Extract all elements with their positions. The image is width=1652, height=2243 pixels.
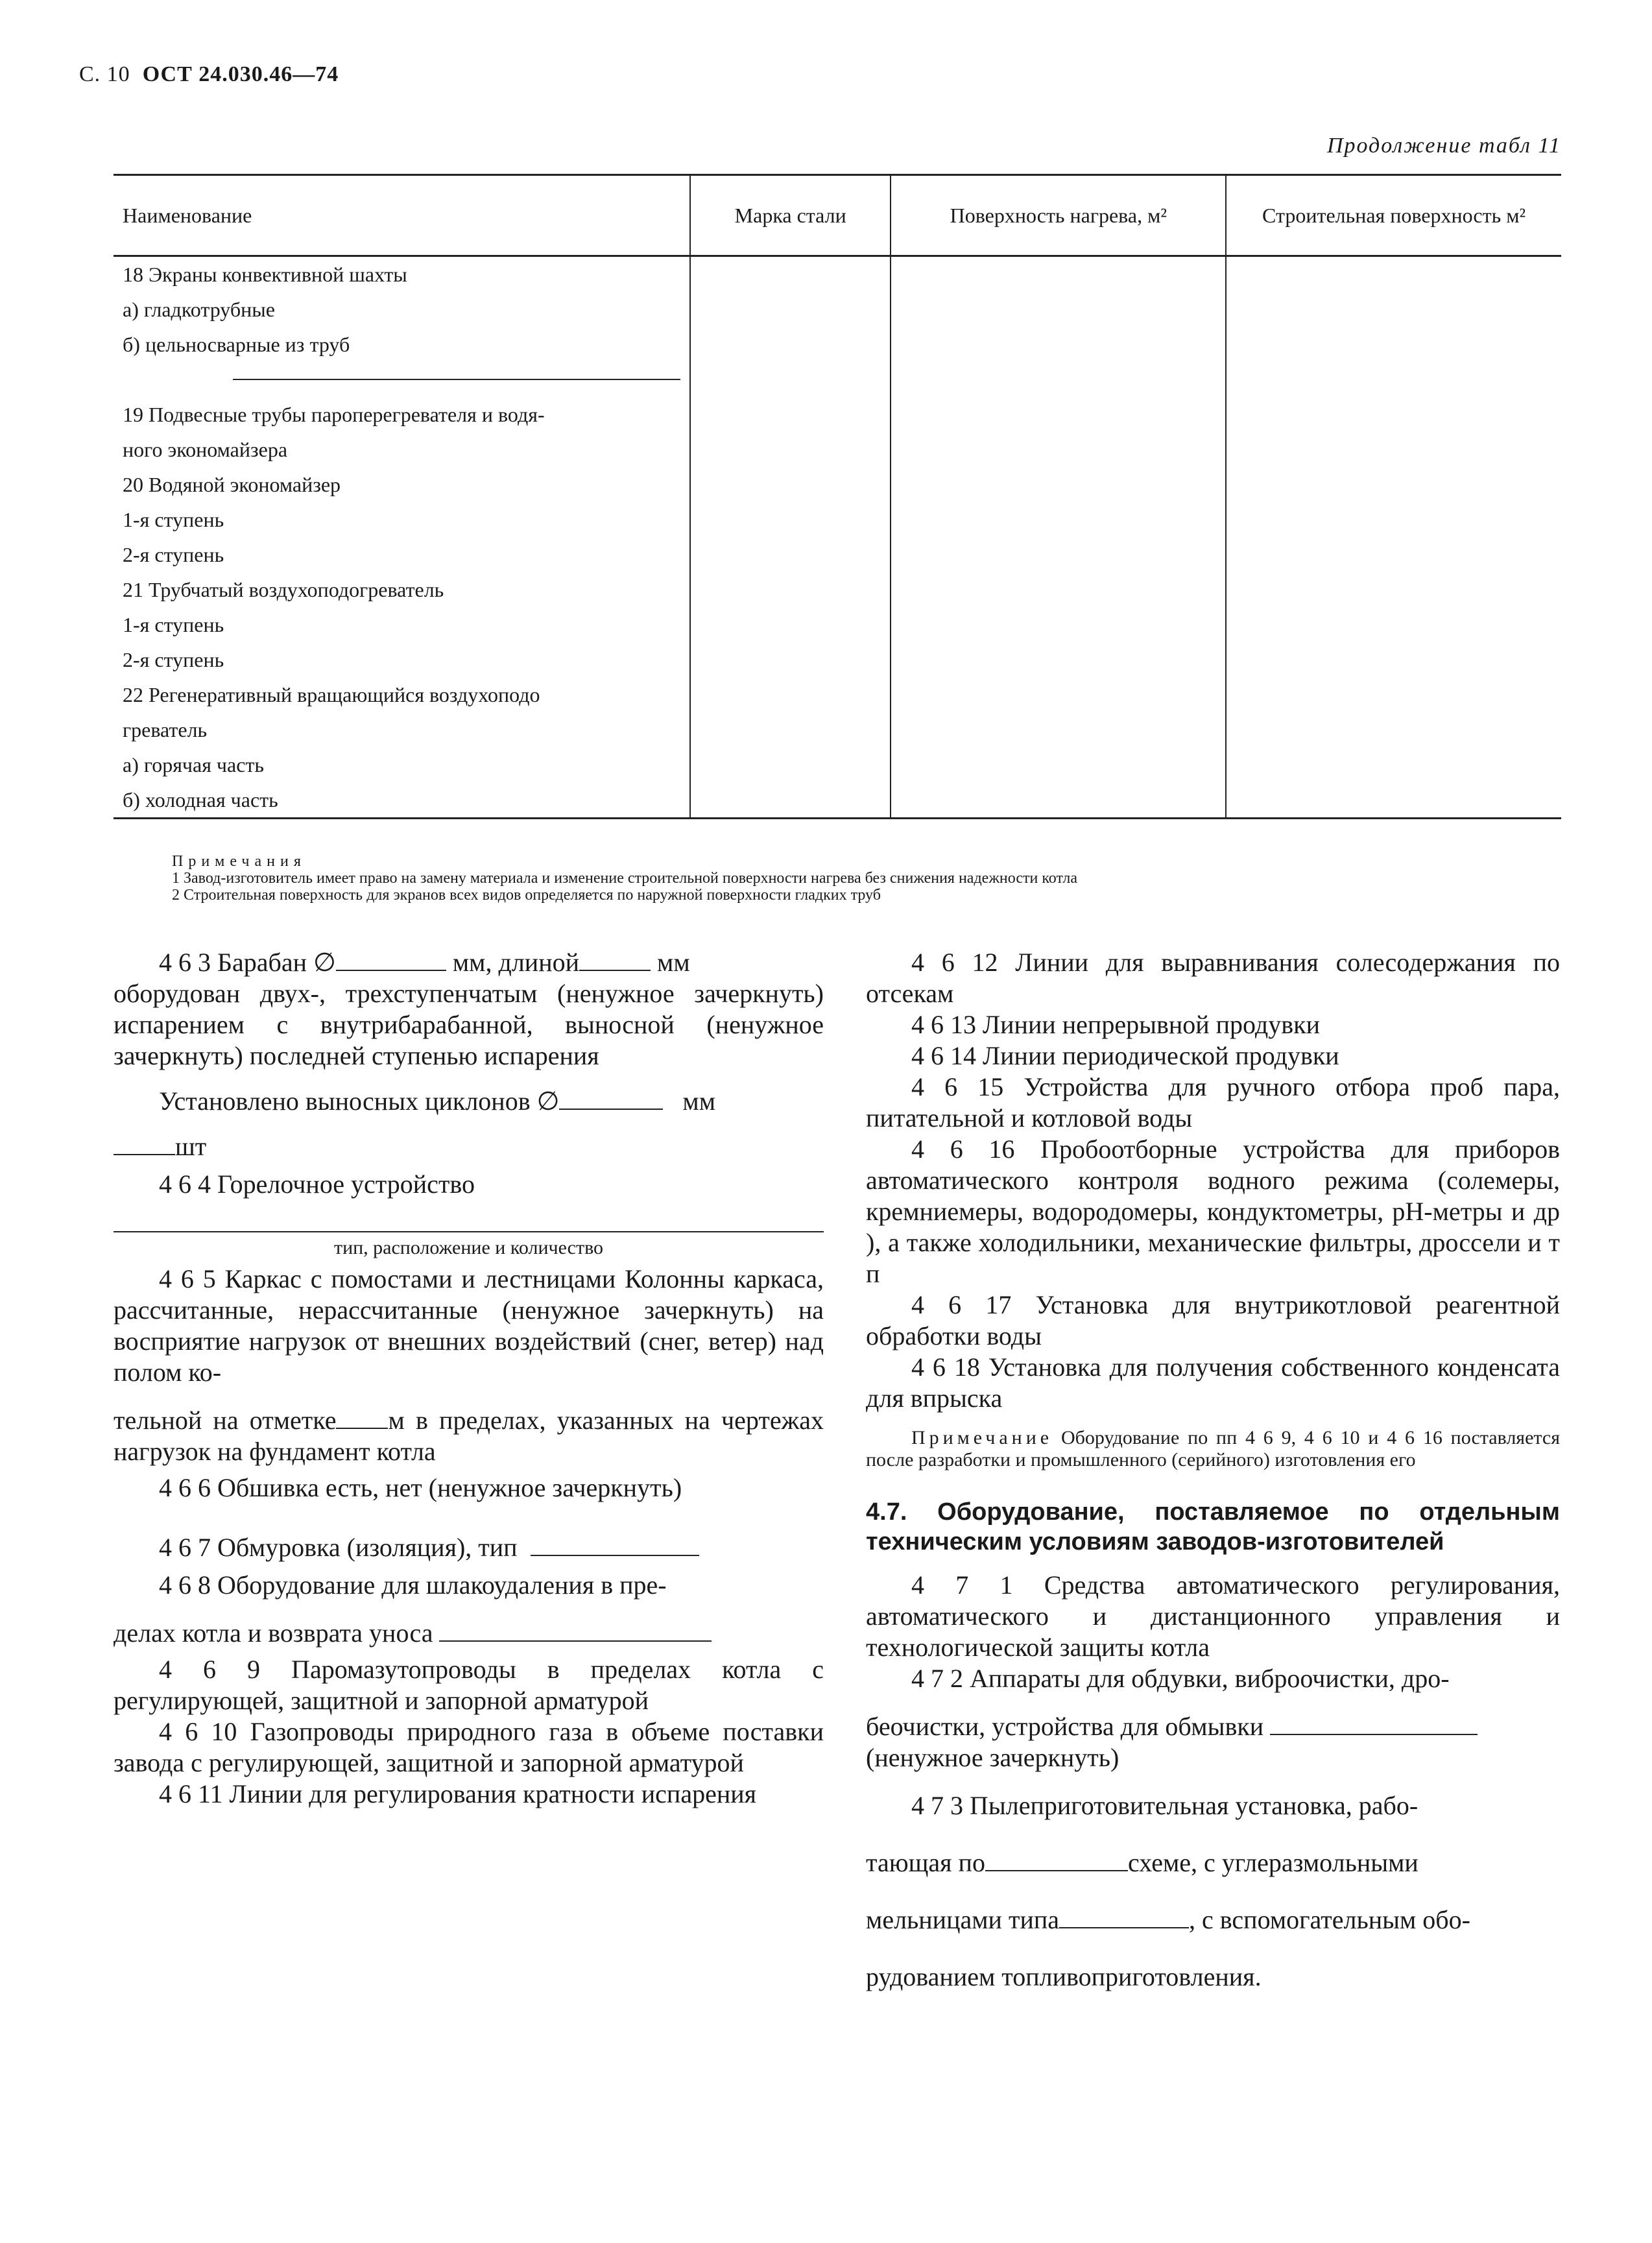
para-464: 4 6 4 Горелочное устройство — [159, 1169, 475, 1199]
para-467: 4 6 7 Обмуровка (изоляция), тип — [114, 1532, 824, 1563]
row-cell-empty — [1226, 572, 1561, 607]
para-4612: 4 6 12 Линии для выравнивания солесодержания по отсекам — [866, 948, 1560, 1008]
row-name: 1-я ступень — [123, 613, 224, 636]
row-name: 2-я ступень — [123, 648, 224, 671]
row-cell-empty — [1226, 256, 1561, 293]
row-cell-empty — [690, 642, 891, 677]
row-name: 20 Водяной экономайзер — [123, 473, 341, 496]
table-body — [114, 256, 1561, 819]
note-2: 2 Строительная поверхность для экранов всех видов определяется по наружной поверхности гладких труб — [172, 887, 881, 904]
row-name: б) холодная часть — [114, 782, 690, 819]
para-4618: 4 6 18 Установка для получения собственного конденсата для впрыска — [866, 1352, 1560, 1413]
row-cell-empty — [891, 397, 1226, 432]
row-name: греватель — [123, 718, 208, 741]
caption-464: тип, расположение и количество — [333, 1237, 604, 1258]
table-row — [114, 467, 1561, 502]
para-471: 4 7 1 Средства автоматического регулирования, автоматического и дистанционного управления и технологической защиты котла — [866, 1570, 1560, 1662]
row-cell-empty — [891, 572, 1226, 607]
row-cell-empty — [891, 362, 1226, 397]
table-row — [114, 747, 1561, 782]
table-continuation: Продолжение табл 11 — [1326, 134, 1561, 158]
para-4617: 4 6 17 Установка для внутрикотловой реагентной обработки воды — [866, 1290, 1560, 1350]
row-cell-empty — [1226, 432, 1561, 467]
para-463-count: шт — [114, 1131, 824, 1162]
table-header-row — [114, 175, 1561, 256]
row-cell-empty — [690, 747, 891, 782]
table-row — [114, 256, 1561, 293]
table-row — [114, 572, 1561, 607]
para-4611: 4 6 11 Линии для регулирования кратности испарения — [159, 1779, 757, 1808]
row-name: б) цельносварные из труб — [123, 333, 350, 356]
row-cell-empty — [690, 327, 891, 362]
col-header-steel: Марка стали — [690, 175, 891, 256]
col-header-name: Наименование — [114, 175, 690, 256]
para-465: 4 6 5 Каркас с помостами и лестницами Колонны каркаса, рассчитанные, нерассчитанные (ненужное зачеркнуть) на восприятие нагрузок от внешних воздействий (снег, ветер) над полом ко- — [114, 1264, 824, 1387]
row-cell-empty — [690, 432, 891, 467]
row-cell-empty — [1226, 712, 1561, 747]
para-4616: 4 6 16 Пробоотборные устройства для приборов автоматического контроля водного режима (солемеры, кремниемеры, водородомеры, кондуктометры, pH-метры и др ), а также холодильники, механические фильтры, дроссели и т п — [866, 1134, 1560, 1288]
row-cell-empty — [891, 467, 1226, 502]
table-row — [114, 502, 1561, 537]
row-name — [114, 362, 690, 397]
row-cell-empty — [1226, 642, 1561, 677]
para-472: 4 7 2 Аппараты для обдувки, виброочистки, дро- — [911, 1664, 1450, 1693]
row-cell-empty — [1226, 327, 1561, 362]
row-cell-empty — [891, 642, 1226, 677]
note-1: 1 Завод-изготовитель имеет право на замену материала и изменение строительной поверхности нагрева без снижения надежности котла — [172, 870, 1077, 887]
para-473: 4 7 3 Пылеприготовительная установка, рабо- — [911, 1791, 1419, 1820]
row-name: 19 Подвесные трубы пароперегревателя и водя- — [123, 403, 545, 426]
row-cell-empty — [1226, 537, 1561, 572]
para-463-line1: 4 6 3 Барабан ∅ мм, длиной мм — [159, 948, 690, 977]
row-cell-empty — [690, 397, 891, 432]
standard-number: ОСТ 24.030.46—74 — [142, 62, 339, 86]
row-cell-empty — [891, 432, 1226, 467]
row-name: ного экономайзера — [123, 438, 288, 461]
para-468: 4 6 8 Оборудование для шлакоудаления в пре- — [159, 1570, 667, 1600]
row-cell-empty — [891, 292, 1226, 327]
row-cell-empty — [690, 292, 891, 327]
row-cell-empty — [690, 256, 891, 293]
para-473-line2: тающая по схеме, с углеразмольными — [866, 1848, 1419, 1877]
col-header-construction-surface: Строительная поверхность м² — [1226, 175, 1561, 256]
row-cell-empty — [690, 467, 891, 502]
para-4615: 4 6 15 Устройства для ручного отбора проб пара, питательной и котловой воды — [866, 1072, 1560, 1133]
row-cell-empty — [1226, 677, 1561, 712]
table-row — [114, 607, 1561, 642]
para-472-line2: беочистки, устройства для обмывки — [866, 1711, 1560, 1742]
row-cell-empty — [891, 747, 1226, 782]
table-notes — [172, 853, 1560, 904]
row-cell-empty — [690, 782, 891, 819]
row-cell-empty — [891, 327, 1226, 362]
para-4610: 4 6 10 Газопроводы природного газа в объеме поставки завода с регулирующей, защитной и запорной арматурой — [114, 1717, 824, 1777]
row-cell-empty — [1226, 397, 1561, 432]
table-row — [114, 397, 1561, 432]
row-cell-empty — [1226, 467, 1561, 502]
row-cell-empty — [1226, 502, 1561, 537]
row-cell-empty — [1226, 782, 1561, 819]
row-cell-empty — [690, 537, 891, 572]
page-header — [79, 62, 339, 87]
para-4613: 4 6 13 Линии непрерывной продувки — [911, 1010, 1320, 1039]
row-cell-empty — [690, 572, 891, 607]
para-473-line4: рудованием топливоприготовления. — [866, 1962, 1262, 1991]
row-cell-empty — [1226, 362, 1561, 397]
para-463-body: оборудован двух-, трехступенчатым (ненужное зачеркнуть) испарением с внутрибарабанной, выносной (ненужное зачеркнуть) последней ступенью испарения — [114, 979, 824, 1070]
table-row — [114, 782, 1561, 819]
row-name: 22 Регенеративный вращающийся воздухоподо — [123, 683, 540, 706]
page-number: С. 10 — [79, 62, 130, 86]
table-row — [114, 327, 1561, 362]
row-cell-empty — [891, 782, 1226, 819]
row-cell-empty — [1226, 607, 1561, 642]
para-4614: 4 6 14 Линии периодической продувки — [911, 1041, 1339, 1070]
row-cell-empty — [891, 607, 1226, 642]
col-header-heating-surface: Поверхность нагрева, м² — [891, 175, 1226, 256]
para-468-line2: делах котла и возврата уноса — [114, 1618, 824, 1649]
left-column — [114, 947, 824, 1810]
row-cell-empty — [690, 362, 891, 397]
row-cell-empty — [891, 537, 1226, 572]
notes-label: Примечания — [172, 853, 306, 870]
row-cell-empty — [690, 677, 891, 712]
row-name: 18 Экраны конвективной шахты — [123, 263, 407, 286]
table-row — [114, 362, 1561, 397]
right-column — [866, 947, 1560, 1993]
table-row — [114, 292, 1561, 327]
table-row — [114, 712, 1561, 747]
row-cell-empty — [1226, 292, 1561, 327]
para-463-cyclones: Установлено выносных циклонов ∅ мм — [159, 1086, 716, 1116]
table-row — [114, 537, 1561, 572]
steel-surface-table — [114, 174, 1561, 819]
para-469: 4 6 9 Паромазутопроводы в пределах котла с регулирующей, защитной и запорной арматурой — [114, 1655, 824, 1715]
row-name: а) гладкотрубные — [123, 298, 275, 321]
row-cell-empty — [891, 712, 1226, 747]
section-4-7-heading: 4.7. Оборудование, поставляемое по отдельным техническим условиям заводов-изготовителей — [866, 1498, 1560, 1555]
row-separator — [233, 379, 680, 380]
row-name: 1-я ступень — [123, 508, 224, 531]
row-name: 21 Трубчатый воздухоподогреватель — [123, 578, 444, 601]
row-cell-empty — [891, 256, 1226, 293]
row-cell-empty — [690, 607, 891, 642]
table-row — [114, 677, 1561, 712]
row-cell-empty — [690, 502, 891, 537]
row-cell-empty — [1226, 747, 1561, 782]
para-466: 4 6 6 Обшивка есть, нет (ненужное зачеркнуть) — [159, 1473, 682, 1502]
row-name: а) горячая часть — [123, 753, 264, 776]
table-row — [114, 432, 1561, 467]
right-note: Примечание Оборудование по пп 4 6 9, 4 6 10 и 4 6 16 поставляется после разработки и промышленного (серийного) изготовления его — [866, 1427, 1561, 1470]
row-name: 2-я ступень — [123, 543, 224, 566]
row-cell-empty — [690, 712, 891, 747]
para-473-line3: мельницами типа , с вспомогательным обо- — [866, 1905, 1470, 1934]
row-cell-empty — [891, 502, 1226, 537]
table-row — [114, 642, 1561, 677]
para-472-line3: (ненужное зачеркнуть) — [866, 1743, 1119, 1772]
row-cell-empty — [891, 677, 1226, 712]
para-465-line2: тельной на отметке м в пределах, указанных на чертежах нагрузок на фундамент котла — [114, 1406, 824, 1466]
